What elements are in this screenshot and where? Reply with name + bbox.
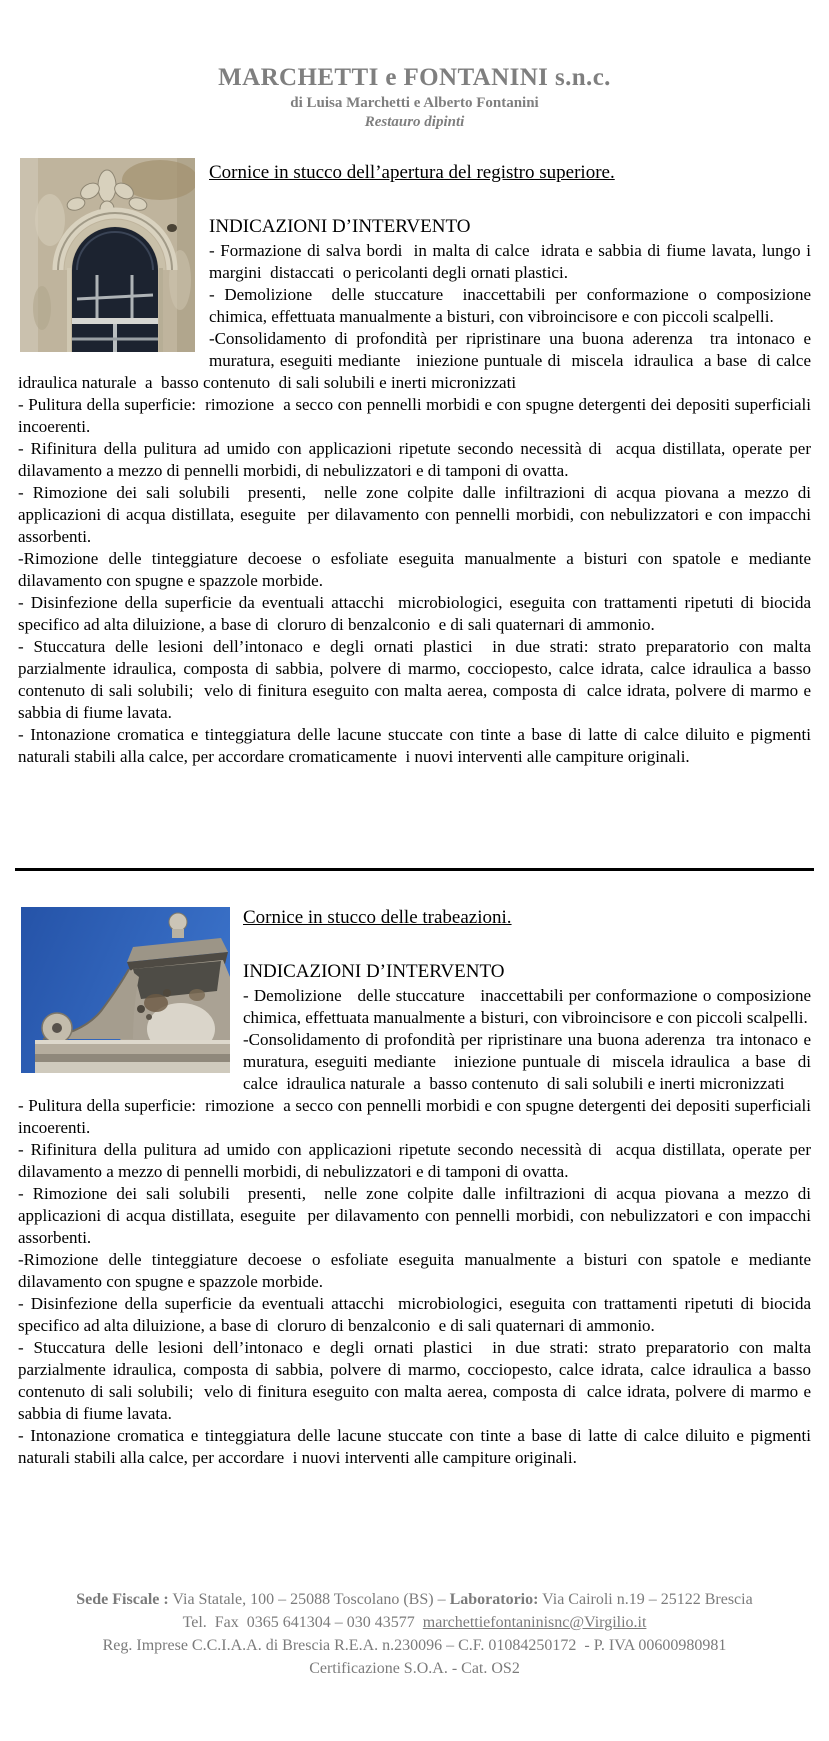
laboratorio-value: Via Cairoli n.19 – 25122 Brescia [538, 1591, 753, 1608]
company-tagline: Restauro dipinti [364, 114, 465, 130]
laboratorio-label: Laboratorio: [449, 1591, 539, 1608]
stucco-window-illustration [20, 158, 195, 352]
sede-fiscale-label: Sede Fiscale : [76, 1591, 169, 1608]
stucco-cornice-illustration [21, 907, 230, 1073]
intervention-item: - Demolizione delle stuccature inaccettabili per conformazione o composizione chimica, effettuata manualmente a bisturi, con vibroincisore e con piccoli scalpelli. [243, 986, 816, 1027]
phone-fax-text: Tel. Fax 0365 641304 – 030 43577 [182, 1614, 423, 1631]
document-footer [0, 1588, 829, 1680]
intervention-item: - Disinfezione della superficie da eventuali attacchi microbiologici, eseguita con trattamenti ripetuti di biocida specifico ad alta diluizione, a base di cloruro di benzalconio e di sali quaternari di ammonio. [18, 1294, 816, 1335]
intervention-item: - Rimozione dei sali solubili presenti, nelle zone colpite dalle infiltrazioni di acqua piovana a mezzo di applicazioni di acqua distillata, eseguite per dilavamento con pennelli morbidi, con nebulizzatori e con impacchi assorbenti. [18, 483, 816, 546]
company-owners: di Luisa Marchetti e Alberto Fontanini [290, 95, 539, 111]
intervention-item: - Formazione di salva bordi in malta di calce idrata e sabbia di fiume lavata, lungo i margini distaccati o pericolanti degli ornati plastici. [209, 241, 820, 282]
footer-certification-line: Certificazione S.O.A. - Cat. OS2 [309, 1660, 520, 1677]
intervention-item: - Rimozione dei sali solubili presenti, nelle zone colpite dalle infiltrazioni di acqua piovana a mezzo di applicazioni di acqua distillata, eseguite per dilavamento con pennelli morbidi, con nebulizzatori e con impacchi assorbenti. [18, 1184, 816, 1247]
footer-address-line [0, 1588, 829, 1611]
intervention-item: - Stuccatura delle lesioni dell’intonaco e degli ornati plastici in due strati: strato preparatorio con malta parzialmente idraulica, composta di sabbia, polvere di marmo, cocciopesto, calce idrata, calce idraulica a basso contenuto di sali solubili; velo di finitura eseguito con malta aerea, composta di calce idrata, polvere di marmo e sabbia di fiume lavata. [18, 1338, 816, 1423]
email-link[interactable]: marchettiefontaninisnc@Virgilio.it [422, 1614, 647, 1631]
section-trabeazioni [18, 903, 816, 1469]
stucco-cornice-photo [21, 907, 230, 1073]
intervention-item: - Demolizione delle stuccature inaccettabili per conformazione o composizione chimica, effettuata manualmente a bisturi, con vibroincisore e con piccoli scalpelli. [209, 285, 816, 326]
section-title: Cornice in stucco dell’apertura del registro superiore. [209, 162, 615, 183]
section-registro-superiore [18, 158, 820, 768]
intervention-item: - Rifinitura della pulitura ad umido con applicazioni ripetute secondo necessità di acqua distillata, operate per dilavamento a mezzo di pennelli morbidi, di nebulizzatori e di tamponi di ovatta. [18, 1140, 816, 1181]
intervention-item: -Consolidamento di profondità per ripristinare una buona aderenza tra intonaco e muratura, eseguiti mediante iniezione puntuale di miscela idraulica a base di calce idraulica naturale a basso contenuto di sali solubili e inerti micronizzati [18, 329, 816, 392]
section-heading: INDICAZIONI D’INTERVENTO [209, 216, 471, 237]
intervention-item: -Consolidamento di profondità per ripristinare una buona aderenza tra intonaco e muratura, eseguiti mediante iniezione puntuale di miscela idraulica a base di calce idraulica naturale a basso contenuto di sali solubili e inerti micronizzati [243, 1030, 816, 1093]
footer-contact-line [0, 1611, 829, 1634]
intervention-item: - Intonazione cromatica e tinteggiatura delle lacune stuccate con tinte a base di latte di calce diluito e pigmenti naturali stabili alla calce, per accordare i nuovi interventi alle campiture originali. [18, 1426, 816, 1467]
intervention-item: - Pulitura della superficie: rimozione a secco con pennelli morbidi e con spugne detergenti dei depositi superficiali incoerenti. [18, 1096, 816, 1137]
footer-registry-line: Reg. Imprese C.C.I.A.A. di Brescia R.E.A. n.230096 – C.F. 01084250172 - P. IVA 00600980981 [102, 1637, 727, 1654]
intervention-item: -Rimozione delle tinteggiature decoese o esfoliate eseguita manualmente a bisturi con spatole e mediante dilavamento con spugne e spazzole morbide. [18, 1250, 816, 1291]
letterhead [0, 64, 829, 131]
intervention-item: - Intonazione cromatica e tinteggiatura delle lacune stuccate con tinte a base di latte di calce diluito e pigmenti naturali stabili alla calce, per accordare cromaticamente i nuovi interventi alle campiture originali. [18, 725, 816, 766]
section-title: Cornice in stucco delle trabeazioni. [243, 907, 512, 928]
intervention-item: - Pulitura della superficie: rimozione a secco con pennelli morbidi e con spugne detergenti dei depositi superficiali incoerenti. [18, 395, 816, 436]
stucco-window-photo [20, 158, 195, 352]
intervention-item: - Stuccatura delle lesioni dell’intonaco e degli ornati plastici in due strati: strato preparatorio con malta parzialmente idraulica, composta di sabbia, polvere di marmo, cocciopesto, calce idrata, calce idraulica a basso contenuto di sali solubili; velo di finitura eseguito con malta aerea, composta di calce idrata, polvere di marmo e sabbia di fiume lavata. [18, 637, 816, 722]
intervention-item: -Rimozione delle tinteggiature decoese o esfoliate eseguita manualmente a bisturi con spatole e mediante dilavamento con spugne e spazzole morbide. [18, 549, 816, 590]
section-divider [15, 868, 814, 871]
intervention-item: - Rifinitura della pulitura ad umido con applicazioni ripetute secondo necessità di acqua distillata, operate per dilavamento a mezzo di pennelli morbidi, di nebulizzatori e di tamponi di ovatta. [18, 439, 816, 480]
sede-fiscale-value: Via Statale, 100 – 25088 Toscolano (BS) – [168, 1591, 450, 1608]
section-heading: INDICAZIONI D’INTERVENTO [243, 961, 505, 982]
intervention-item: - Disinfezione della superficie da eventuali attacchi microbiologici, eseguita con trattamenti ripetuti di biocida specifico ad alta diluizione, a base di cloruro di benzalconio e di sali quaternari di ammonio. [18, 593, 816, 634]
company-name: MARCHETTI e FONTANINI s.n.c. [218, 64, 611, 91]
